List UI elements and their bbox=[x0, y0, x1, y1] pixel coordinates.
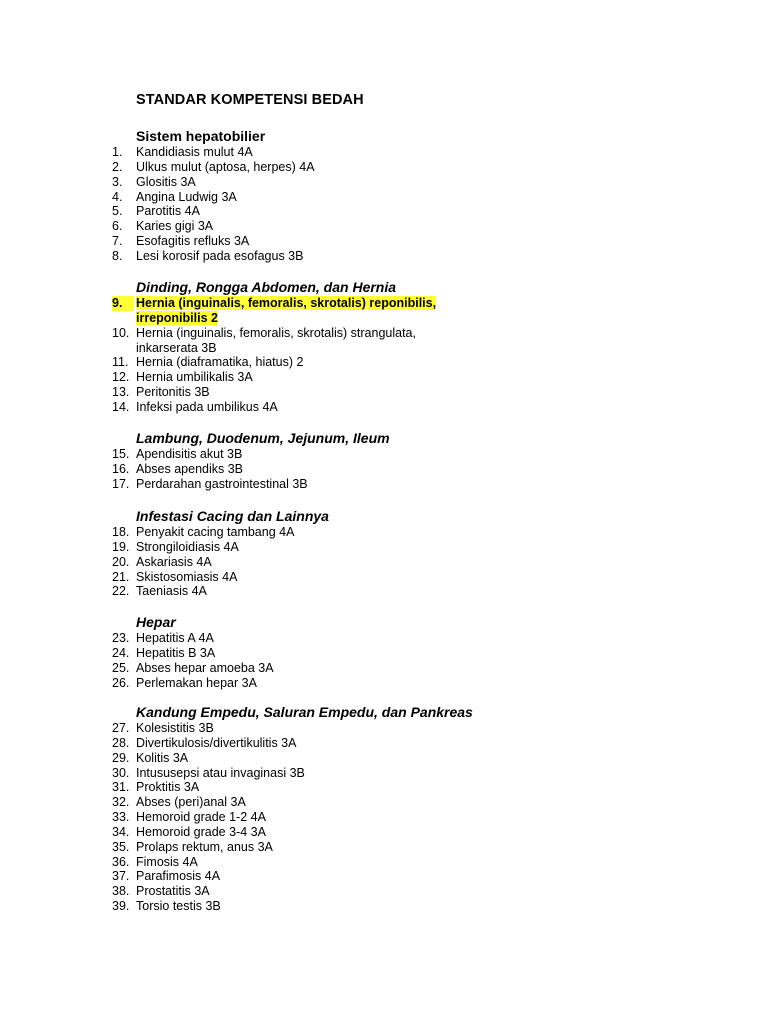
item-text-wrap bbox=[136, 175, 466, 190]
item-text-wrap bbox=[136, 766, 466, 781]
item-number: 34. bbox=[112, 824, 130, 839]
item-text-wrap bbox=[136, 570, 466, 585]
item-text-wrap bbox=[136, 646, 466, 661]
item-text: Proktitis 3A bbox=[136, 780, 200, 795]
item-text: Karies gigi 3A bbox=[136, 219, 214, 234]
item-text: Perdarahan gastrointestinal 3B bbox=[136, 476, 308, 491]
item-text: Infeksi pada umbilikus 4A bbox=[136, 399, 278, 414]
item-text: Skistosomiasis 4A bbox=[136, 569, 238, 584]
item-number: 21. bbox=[112, 569, 130, 584]
item-text-wrap bbox=[136, 676, 466, 691]
section-heading: Lambung, Duodenum, Jejunum, Ileum bbox=[136, 430, 390, 446]
item-number: 5. bbox=[112, 204, 123, 219]
item-text-wrap bbox=[136, 370, 466, 385]
list-item bbox=[0, 525, 768, 540]
item-number: 13. bbox=[112, 385, 130, 400]
item-number: 20. bbox=[112, 554, 130, 569]
item-number: 14. bbox=[112, 399, 130, 414]
item-text-wrap bbox=[136, 249, 466, 264]
item-list bbox=[0, 447, 768, 492]
item-number: 2. bbox=[112, 159, 123, 174]
list-item bbox=[0, 721, 768, 736]
item-text: Hernia (diaframatika, hiatus) 2 bbox=[136, 355, 304, 370]
item-text-wrap bbox=[136, 555, 466, 570]
item-text-wrap bbox=[136, 855, 466, 870]
item-text-wrap bbox=[136, 160, 466, 175]
section-heading: Dinding, Rongga Abdomen, dan Hernia bbox=[136, 279, 397, 295]
item-number: 18. bbox=[112, 525, 130, 539]
item-text: Lesi korosif pada esofagus 3B bbox=[136, 248, 304, 263]
list-item bbox=[0, 570, 768, 585]
item-text: Kolesistitis 3B bbox=[136, 721, 214, 735]
item-number: 25. bbox=[112, 660, 130, 675]
list-item bbox=[0, 869, 768, 884]
item-number: 4. bbox=[112, 189, 123, 204]
list-item bbox=[0, 477, 768, 492]
list-item bbox=[0, 249, 768, 264]
list-item bbox=[0, 646, 768, 661]
item-text-wrap bbox=[136, 825, 466, 840]
item-text: Abses apendiks 3B bbox=[136, 461, 244, 476]
item-text: Hernia umbilikalis 3A bbox=[136, 370, 253, 385]
item-number: 35. bbox=[112, 839, 130, 854]
item-text-wrap bbox=[136, 540, 466, 555]
item-text-wrap bbox=[136, 810, 466, 825]
section-dinding-rongga-abdomen bbox=[0, 278, 768, 415]
section-sistem-hepatobilier bbox=[0, 127, 768, 264]
item-text: Kolitis 3A bbox=[136, 750, 189, 765]
item-number: 3. bbox=[112, 174, 123, 189]
section-lambung-duodenum bbox=[0, 429, 768, 492]
item-text: Prolaps rektum, anus 3A bbox=[136, 839, 273, 854]
list-item bbox=[0, 160, 768, 175]
item-list bbox=[0, 145, 768, 264]
item-text-wrap bbox=[136, 145, 466, 160]
list-item bbox=[0, 810, 768, 825]
item-text: Hepatitis A 4A bbox=[136, 631, 214, 645]
item-list bbox=[0, 721, 768, 914]
list-item bbox=[0, 736, 768, 751]
item-text: Parotitis 4A bbox=[136, 204, 200, 219]
item-number: 30. bbox=[112, 765, 130, 780]
page-title: STANDAR KOMPETENSI BEDAH bbox=[136, 92, 364, 108]
item-text: Ulkus mulut (aptosa, herpes) 4A bbox=[136, 159, 315, 174]
list-item bbox=[0, 840, 768, 855]
item-text: Peritonitis 3B bbox=[136, 385, 210, 400]
item-text-wrap bbox=[136, 477, 466, 492]
item-text-wrap bbox=[136, 884, 466, 899]
section-infestasi-cacing bbox=[0, 507, 768, 599]
item-text: Parafimosis 4A bbox=[136, 869, 221, 884]
list-item bbox=[0, 584, 768, 599]
list-item bbox=[0, 855, 768, 870]
section-heading: Hepar bbox=[136, 614, 176, 630]
item-text-wrap bbox=[136, 447, 466, 462]
item-text: Glositis 3A bbox=[136, 174, 196, 189]
item-number: 23. bbox=[112, 631, 130, 645]
item-text: Abses hepar amoeba 3A bbox=[136, 660, 274, 675]
item-number: 37. bbox=[112, 869, 130, 884]
list-item bbox=[0, 631, 768, 646]
list-item bbox=[0, 145, 768, 160]
section-hepar bbox=[0, 613, 768, 690]
item-number: 6. bbox=[112, 219, 123, 234]
list-item bbox=[0, 219, 768, 234]
item-text: Taeniasis 4A bbox=[136, 584, 207, 599]
list-item bbox=[0, 899, 768, 914]
item-text-wrap bbox=[136, 385, 466, 400]
item-text: Hernia (inguinalis, femoralis, skrotalis) reponibilis, irreponibilis 2 bbox=[136, 296, 437, 325]
item-number: 1. bbox=[112, 145, 123, 159]
list-item bbox=[0, 825, 768, 840]
item-text: Perlemakan hepar 3A bbox=[136, 675, 257, 690]
item-text-wrap bbox=[136, 840, 466, 855]
item-text-wrap bbox=[136, 736, 466, 751]
item-text: Apendisitis akut 3B bbox=[136, 447, 243, 461]
item-text-wrap bbox=[136, 899, 466, 914]
item-text: Strongiloidiasis 4A bbox=[136, 539, 239, 554]
list-item bbox=[0, 795, 768, 810]
item-text: Prostatitis 3A bbox=[136, 884, 210, 899]
item-number: 17. bbox=[112, 476, 130, 491]
item-number: 32. bbox=[112, 795, 130, 810]
list-item bbox=[0, 661, 768, 676]
list-item bbox=[0, 326, 768, 356]
item-number: 27. bbox=[112, 721, 130, 735]
item-text-wrap bbox=[136, 355, 466, 370]
list-item bbox=[0, 204, 768, 219]
item-text-wrap bbox=[136, 204, 466, 219]
item-number: 24. bbox=[112, 645, 130, 660]
item-number: 39. bbox=[112, 899, 130, 914]
item-text-wrap bbox=[136, 780, 466, 795]
item-text: Penyakit cacing tambang 4A bbox=[136, 525, 295, 539]
list-item bbox=[0, 190, 768, 205]
list-item bbox=[0, 355, 768, 370]
item-text-wrap bbox=[136, 584, 466, 599]
item-text-wrap bbox=[136, 234, 466, 249]
item-number: 8. bbox=[112, 248, 123, 263]
list-item bbox=[0, 296, 768, 326]
item-number: 31. bbox=[112, 780, 130, 795]
item-text: Intususepsi atau invaginasi 3B bbox=[136, 765, 305, 780]
item-number: 12. bbox=[112, 370, 130, 385]
list-item bbox=[0, 400, 768, 415]
item-text-wrap bbox=[136, 326, 466, 356]
item-text: Torsio testis 3B bbox=[136, 899, 221, 914]
list-item bbox=[0, 447, 768, 462]
item-list bbox=[0, 296, 768, 415]
item-text: Hepatitis B 3A bbox=[136, 645, 216, 660]
item-text-wrap bbox=[136, 869, 466, 884]
item-number: 29. bbox=[112, 750, 130, 765]
item-number: 28. bbox=[112, 735, 130, 750]
item-text-wrap bbox=[136, 400, 466, 415]
item-text-wrap bbox=[136, 631, 466, 646]
item-text-wrap bbox=[136, 795, 466, 810]
item-text: Hernia (inguinalis, femoralis, skrotalis) strangulata, inkarserata 3B bbox=[136, 325, 416, 355]
list-item bbox=[0, 751, 768, 766]
item-text-wrap bbox=[136, 751, 466, 766]
item-text-wrap bbox=[136, 462, 466, 477]
item-text: Abses (peri)anal 3A bbox=[136, 795, 246, 810]
item-number: 11. bbox=[112, 355, 129, 370]
item-number: 26. bbox=[112, 675, 130, 690]
item-text: Askariasis 4A bbox=[136, 554, 212, 569]
item-text-wrap bbox=[136, 721, 466, 736]
list-item bbox=[0, 884, 768, 899]
section-heading: Kandung Empedu, Saluran Empedu, dan Pankreas bbox=[136, 704, 473, 720]
item-text: Hemoroid grade 3-4 3A bbox=[136, 824, 266, 839]
item-number: 15. bbox=[112, 447, 130, 461]
item-list bbox=[0, 631, 768, 690]
section-heading: Infestasi Cacing dan Lainnya bbox=[136, 508, 329, 524]
item-text: Angina Ludwig 3A bbox=[136, 189, 237, 204]
list-item bbox=[0, 175, 768, 190]
section-heading: Sistem hepatobilier bbox=[136, 128, 266, 144]
item-text: Kandidiasis mulut 4A bbox=[136, 145, 253, 159]
item-text-wrap bbox=[136, 219, 466, 234]
item-number: 16. bbox=[112, 461, 130, 476]
list-item bbox=[0, 462, 768, 477]
list-item bbox=[0, 555, 768, 570]
list-item bbox=[0, 676, 768, 691]
list-item bbox=[0, 370, 768, 385]
list-item bbox=[0, 385, 768, 400]
item-number: 19. bbox=[112, 539, 130, 554]
list-item bbox=[0, 540, 768, 555]
item-text-wrap bbox=[136, 190, 466, 205]
list-item bbox=[0, 234, 768, 249]
list-item bbox=[0, 780, 768, 795]
item-number: 36. bbox=[112, 854, 130, 869]
item-text: Fimosis 4A bbox=[136, 854, 198, 869]
section-kandung-empedu bbox=[0, 703, 768, 914]
item-text: Divertikulosis/divertikulitis 3A bbox=[136, 735, 297, 750]
item-text: Hemoroid grade 1-2 4A bbox=[136, 810, 266, 825]
item-number: 9. bbox=[112, 296, 134, 311]
item-number: 10. bbox=[112, 325, 130, 340]
item-text: Esofagitis refluks 3A bbox=[136, 234, 250, 249]
item-number: 33. bbox=[112, 810, 130, 825]
item-number: 22. bbox=[112, 584, 130, 599]
item-text-wrap bbox=[136, 296, 466, 326]
item-text-wrap bbox=[136, 525, 466, 540]
list-item bbox=[0, 766, 768, 781]
item-text-wrap bbox=[136, 661, 466, 676]
item-number: 38. bbox=[112, 884, 130, 899]
item-number: 7. bbox=[112, 234, 123, 249]
item-list bbox=[0, 525, 768, 599]
